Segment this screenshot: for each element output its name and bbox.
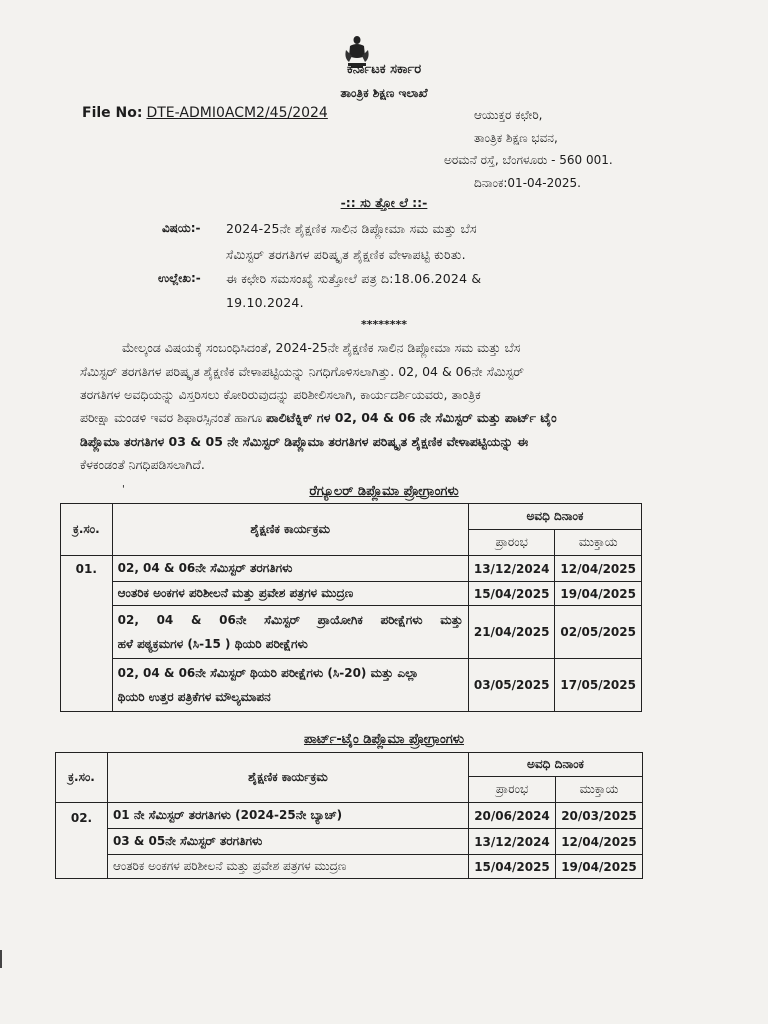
table-row xyxy=(56,855,643,879)
separator: ******** xyxy=(360,318,408,331)
serial-number: 01. xyxy=(61,556,113,712)
letter-date: ದಿನಾಂಕ:01-04-2025. xyxy=(474,176,581,190)
department-name: ತಾಂತ್ರಿಕ ಶಿಕ್ಷಣ ಇಲಾಖೆ xyxy=(340,86,428,100)
address-line-2: ತಾಂತ್ರಿಕ ಶಿಕ್ಷಣ ಭವನ, xyxy=(474,131,558,145)
serial-number: 02. xyxy=(56,803,108,879)
start-date: 03/05/2025 xyxy=(468,659,555,712)
col-serial-header: ಕ್ರ.ಸಂ. xyxy=(56,753,108,803)
start-date: 15/04/2025 xyxy=(468,582,555,606)
reference-label: ಉಲ್ಲೇಖ:- xyxy=(158,271,201,285)
end-date: 17/05/2025 xyxy=(555,659,642,712)
start-date: 13/12/2024 xyxy=(469,829,556,855)
table-row xyxy=(61,556,642,582)
start-date: 13/12/2024 xyxy=(468,556,555,582)
end-date: 20/03/2025 xyxy=(555,803,642,829)
address-line-3: ಅರಮನೆ ರಸ್ತೆ, ಬೆಂಗಳೂರು - 560 001. xyxy=(444,153,613,167)
table-row xyxy=(56,829,643,855)
subject-line-2: ಸೆಮಿಸ್ಟರ್ ತರಗತಿಗಳ ಪರಿಷ್ಕೃತ ಶೈಕ್ಷಣಿಕ ವೇಳಾಪಟ್ಟಿ ಕುರಿತು. xyxy=(226,247,466,262)
body-line-2: ಸೆಮಿಸ್ಟರ್ ತರಗತಿಗಳ ಪರಿಷ್ಕೃತ ಶೈಕ್ಷಣಿಕ ವೇಳಾಪಟ್ಟಿಯನ್ನು ನಿಗಧಿಗೊಳಿಸಲಾಗಿತ್ತು. 02, 04 & 06ನೇ ಸೆಮಿಸ್ಟರ್ xyxy=(80,364,524,379)
end-date: 19/04/2025 xyxy=(555,855,642,879)
table-row xyxy=(61,606,642,659)
parttime-schedule-table xyxy=(55,752,643,879)
table-row xyxy=(61,582,642,606)
parttime-programs-heading: ಪಾರ್ಟ್-ಟೈಂ ಡಿಪ್ಲೊಮಾ ಪ್ರೋಗ್ರಾಂಗಳು xyxy=(303,732,465,747)
program-cell: ಆಂತರಿಕ ಅಂಕಗಳ ಪರಿಶೀಲನೆ ಮತ್ತು ಪ್ರವೇಶ ಪತ್ರಗಳ ಮುದ್ರಣ xyxy=(107,855,468,879)
start-date: 21/04/2025 xyxy=(468,606,555,659)
reference-line-1: ಈ ಕಛೇರಿ ಸಮಸಂಖ್ಯೆ ಸುತ್ತೋಲೆ ಪತ್ರ ದಿ:18.06.2024 & xyxy=(226,271,482,286)
col-program-header: ಶೈಕ್ಷಣಿಕ ಕಾರ್ಯಕ್ರಮ xyxy=(107,753,468,803)
program-cell: 01 ನೇ ಸೆಮಿಸ್ಟರ್ ತರಗತಿಗಳು (2024-25ನೇ ಬ್ಯಾಚ್) xyxy=(107,803,468,829)
col-serial-header: ಕ್ರ.ಸಂ. xyxy=(61,504,113,556)
start-date: 15/04/2025 xyxy=(469,855,556,879)
address-line-1: ಆಯುಕ್ತರ ಕಛೇರಿ, xyxy=(474,108,543,122)
body-line-3: ತರಗತಿಗಳ ಅವಧಿಯನ್ನು ವಿಸ್ತರಿಸಲು ಕೋರಿರುವುದನ್ನು ಪರಿಶೀಲಿಸಲಾಗಿ, ಕಾರ್ಯದರ್ಶಿಯವರು, ತಾಂತ್ರಿಕ xyxy=(80,387,481,402)
file-number-label: File No: xyxy=(82,105,143,121)
program-cell: 02, 04 & 06ನೇ ಸೆಮಿಸ್ಟರ್ ಪ್ರಾಯೋಗಿಕ ಪರೀಕ್ಷೆಗಳು ಮತ್ತು ಹಳೆ ಪಠ್ಯಕ್ರಮಗಳ (ಸಿ-15 ) ಥಿಯರಿ ಪರೀಕ್ಷೆಗಳು xyxy=(112,606,468,659)
col-program-header: ಶೈಕ್ಷಣಿಕ ಕಾರ್ಯಕ್ರಮ xyxy=(112,504,468,556)
body-line-4: ಪರೀಕ್ಷಾ ಮಂಡಳಿ ಇವರ ಶಿಫಾರಸ್ಸಿನಂತೆ ಹಾಗೂ ಪಾಲಿಟೆಕ್ನಿಕ್ ಗಳ 02, 04 & 06 ನೇ ಸೆಮಿಸ್ಟರ್ ಮತ್ತು ಪಾರ್ಟ್ ಟೈಂ xyxy=(80,410,557,425)
end-date: 12/04/2025 xyxy=(555,829,642,855)
col-start-header: ಪ್ರಾರಂಭ xyxy=(469,777,556,803)
table-row xyxy=(61,659,642,712)
scan-edge-mark xyxy=(0,950,16,968)
body-line-5: ಡಿಪ್ಲೊಮಾ ತರಗತಿಗಳ 03 & 05 ನೇ ಸೆಮಿಸ್ಟರ್ ಡಿಪ್ಲೊಮಾ ತರಗತಿಗಳ ಪರಿಷ್ಕೃತ ಶೈಕ್ಷಣಿಕ ವೇಳಾಪಟ್ಟಿಯನ್ನು ಈ xyxy=(80,434,529,449)
col-period-header: ಅವಧಿ ದಿನಾಂಕ xyxy=(469,753,643,777)
col-end-header: ಮುಕ್ತಾಯ xyxy=(555,777,642,803)
program-cell: 02, 04 & 06ನೇ ಸೆಮಿಸ್ಟರ್ ತರಗತಿಗಳು xyxy=(112,556,468,582)
col-end-header: ಮುಕ್ತಾಯ xyxy=(555,530,642,556)
file-number-value: DTE-ADMI0ACM2/45/2024 xyxy=(146,105,328,121)
end-date: 12/04/2025 xyxy=(555,556,642,582)
col-start-header: ಪ್ರಾರಂಭ xyxy=(468,530,555,556)
program-cell: 03 & 05ನೇ ಸೆಮಿಸ್ಟರ್ ತರಗತಿಗಳು xyxy=(107,829,468,855)
subject-line-1: 2024-25ನೇ ಶೈಕ್ಷಣಿಕ ಸಾಲಿನ ಡಿಪ್ಲೋಮಾ ಸಮ ಮತ್ತು ಬೆಸ xyxy=(226,221,477,236)
program-cell: ಆಂತರಿಕ ಅಂಕಗಳ ಪರಿಶೀಲನೆ ಮತ್ತು ಪ್ರವೇಶ ಪತ್ರಗಳ ಮುದ್ರಣ xyxy=(112,582,468,606)
body-line-6: ಕೆಳಕಂಡಂತೆ ನಿಗಧಿಪಡಿಸಲಾಗಿದೆ. xyxy=(80,457,205,472)
govt-name: ಕರ್ನಾಟಕ ಸರ್ಕಾರ xyxy=(346,62,422,77)
file-number xyxy=(82,105,328,121)
end-date: 02/05/2025 xyxy=(555,606,642,659)
table-row xyxy=(56,803,643,829)
subject-label: ವಿಷಯ:- xyxy=(162,221,201,235)
regular-programs-heading: ರೆಗ್ಯೂಲರ್ ಡಿಪ್ಲೊಮಾ ಪ್ರೋಗ್ರಾಂಗಳು xyxy=(309,484,459,499)
col-period-header: ಅವಧಿ ದಿನಾಂಕ xyxy=(468,504,641,530)
stray-mark: ' xyxy=(122,484,125,495)
regular-schedule-table xyxy=(60,503,642,712)
reference-line-2: 19.10.2024. xyxy=(226,295,304,310)
document-title: -:: ಸು ತ್ತೋ ಲೆ ::- xyxy=(340,195,428,210)
program-cell: 02, 04 & 06ನೇ ಸೆಮಿಸ್ಟರ್ ಥಿಯರಿ ಪರೀಕ್ಷೆಗಳು (ಸಿ-20) ಮತ್ತು ಎಲ್ಲಾ ಥಿಯರಿ ಉತ್ತರ ಪತ್ರಿಕೆಗಳ ಮೌಲ್ಯಮಾಪನ xyxy=(112,659,468,712)
end-date: 19/04/2025 xyxy=(555,582,642,606)
start-date: 20/06/2024 xyxy=(469,803,556,829)
body-line-1: ಮೇಲ್ಕಂಡ ವಿಷಯಕ್ಕೆ ಸಂಬಂಧಿಸಿದಂತೆ, 2024-25ನೇ ಶೈಕ್ಷಣಿಕ ಸಾಲಿನ ಡಿಪ್ಲೋಮಾ ಸಮ ಮತ್ತು ಬೆಸ xyxy=(122,340,521,355)
